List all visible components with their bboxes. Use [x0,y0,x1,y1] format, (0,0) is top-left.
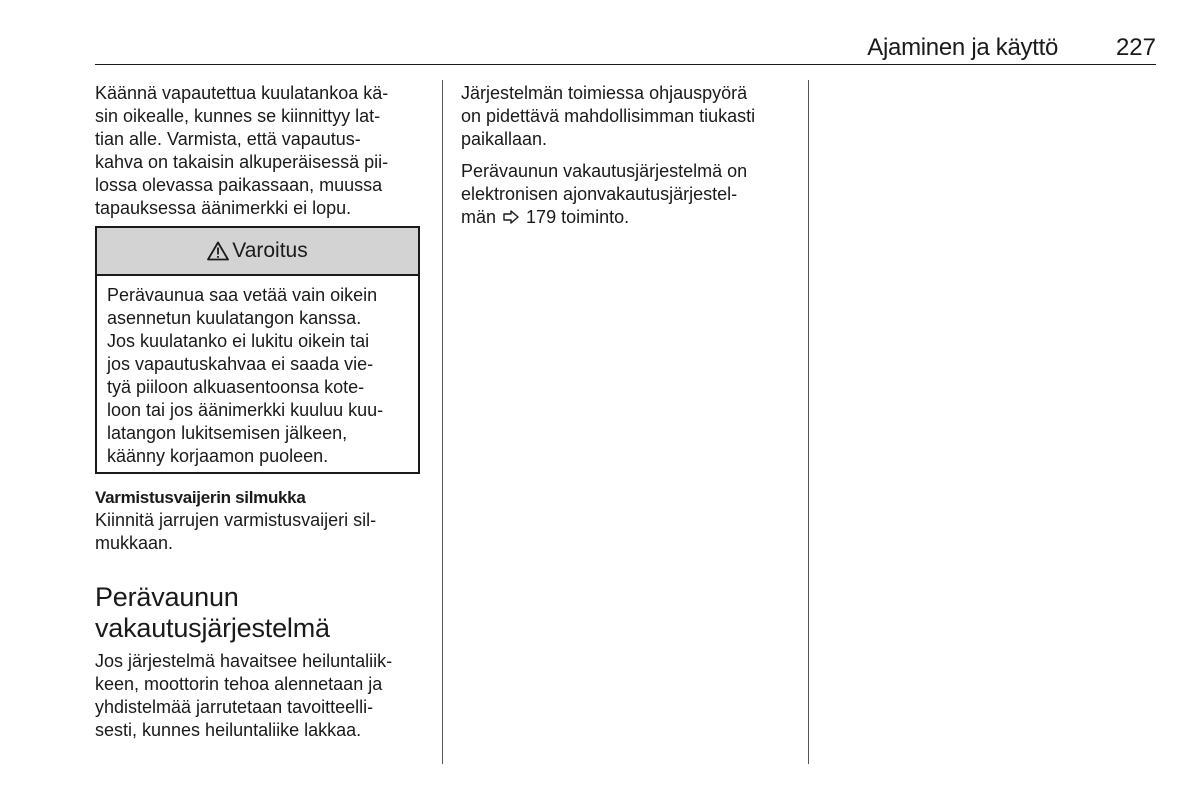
page-header-title: Ajaminen ja käyttö [867,34,1058,61]
text-line [461,206,801,229]
page-reference-arrow-icon[interactable] [503,210,519,224]
text-line: loon tai jos äänimerkki kuuluu kuu- [107,400,384,420]
text-line: latangon lukitsemisen jälkeen, [107,423,348,443]
warning-triangle-icon [207,241,229,261]
column-divider-2 [808,80,809,764]
text-line: tian alle. Varmista, että vapautus- [95,129,361,149]
text-fragment: män [461,207,497,227]
text-line: Perävaunun vakautusjärjestelmä on [461,161,748,181]
text-line: Jos järjestelmä havaitsee heiluntaliik- [95,651,393,671]
safety-cable-section [95,486,425,555]
text-line: sesti, kunnes heiluntaliike lakkaa. [95,720,362,740]
text-line: Jos kuulatanko ei lukitu oikein tai [107,331,370,351]
text-line: lossa olevassa paikassaan, muussa [95,175,383,195]
text-line: on pidettävä mahdollisimman tiukasti [461,106,756,126]
paragraph [461,160,801,229]
text-line: yhdistelmää jarrutetaan tavoitteelli- [95,697,374,717]
text-line: asennetun kuulatangon kanssa. [107,308,362,328]
text-line: sin oikealle, kunnes se kiinnittyy lat- [95,106,381,126]
paragraph [461,82,801,151]
warning-header [97,228,418,276]
text-line: Kiinnitä jarrujen varmistusvaijeri sil- [95,510,377,530]
text-line: mukkaan. [95,533,174,553]
text-line: Käännä vapautettua kuulatankoa kä- [95,83,389,103]
section-heading [95,582,435,644]
warning-box [95,226,420,474]
text-line: Perävaunua saa vetää vain oikein [107,285,378,305]
text-line: tyä piiloon alkuasentoonsa kote- [107,377,365,397]
page-reference-link[interactable]: 179 toiminto. [526,207,630,227]
text-line: paikallaan. [461,129,548,149]
text-line: keen, moottorin tehoa alennetaan ja [95,674,383,694]
text-line: tapauksessa äänimerkki ei lopu. [95,198,352,218]
header-divider [95,64,1156,65]
section-heading-line: vakautusjärjestelmä [95,613,330,643]
page-number: 227 [1115,34,1156,61]
intro-paragraph [95,82,425,220]
column-2 [461,82,801,229]
warning-title: Varoitus [232,239,308,262]
text-line: jos vapautuskahvaa ei saada vie- [107,354,374,374]
subsection-heading: Varmistusvaijerin silmukka [95,488,306,507]
text-line: elektronisen ajonvakautusjärjestel- [461,184,738,204]
section-heading-line: Perävaunun [95,582,239,612]
warning-body [97,276,418,468]
text-line: Järjestelmän toimiessa ohjauspyörä [461,83,748,103]
text-line: kahva on takaisin alkuperäisessä pii- [95,152,389,172]
text-line: käänny korjaamon puoleen. [107,446,329,466]
column-divider-1 [442,80,443,764]
section-paragraph [95,650,425,742]
